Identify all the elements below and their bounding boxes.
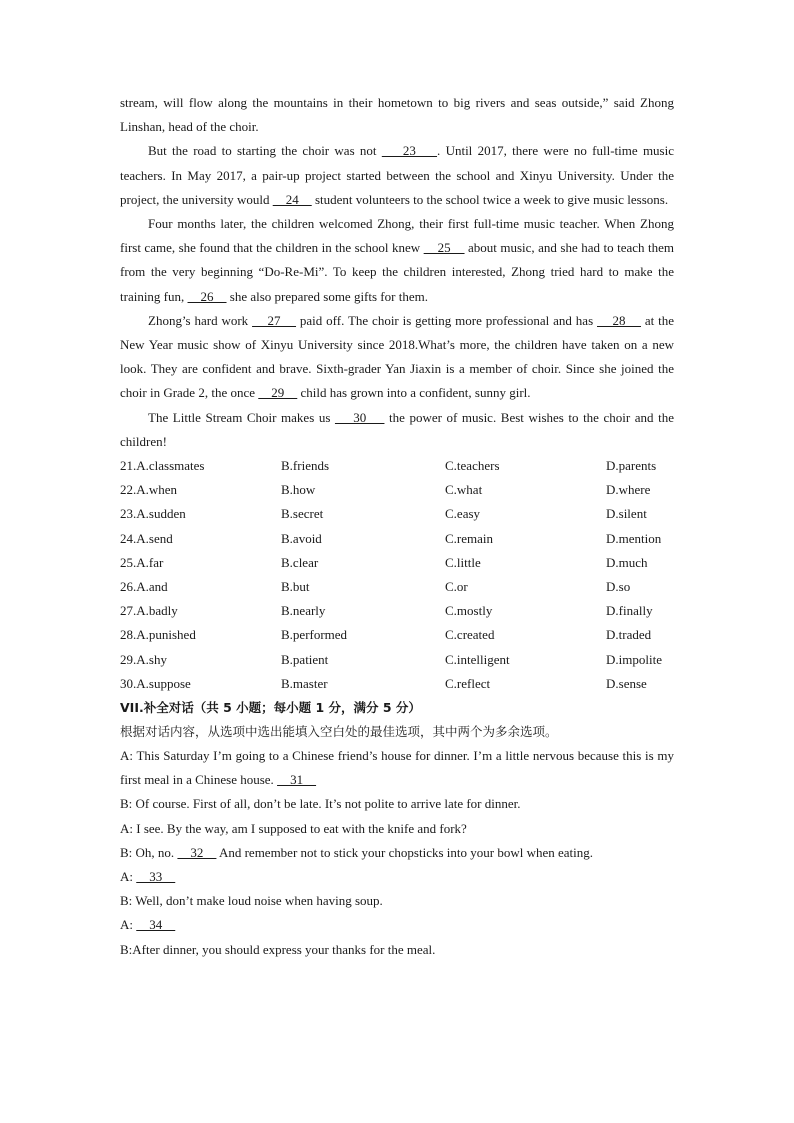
paragraph-5: [120, 406, 674, 454]
option-a: 25.A.far: [120, 554, 164, 570]
options-table: [120, 454, 674, 696]
blank-31: 31: [277, 772, 317, 788]
text-run: Four months later, the children welcomed Zhong, their first full-time music teacher. When Zhong first came, she found that the children in the school knew: [120, 216, 674, 256]
dialogue-line-8: [120, 938, 674, 962]
blank-33: 33: [136, 868, 176, 884]
text-run: Zhong’s hard work: [148, 312, 253, 328]
dialogue-line-1: [120, 744, 674, 792]
option-a: 27.A.badly: [120, 603, 178, 619]
option-c: C.or: [445, 578, 468, 594]
option-row-24: [120, 527, 674, 551]
paragraph-2: [120, 139, 674, 212]
text-run: B: Oh, no.: [120, 844, 178, 860]
option-b: B.but: [281, 578, 310, 594]
text-run: A: I see. By the way, am I supposed to eat with the knife and fork?: [120, 820, 467, 836]
option-d: D.finally: [606, 603, 653, 619]
text-run: A:: [120, 868, 137, 884]
option-row-29: [120, 648, 674, 672]
blank-25: 25: [423, 240, 465, 256]
text-run: A:: [120, 917, 137, 933]
option-c: C.remain: [445, 530, 494, 546]
blank-27: 27: [252, 312, 297, 328]
option-d: D.mention: [606, 530, 662, 546]
option-d: D.impolite: [606, 651, 662, 667]
option-a: 29.A.shy: [120, 651, 167, 667]
option-row-22: [120, 478, 674, 502]
option-b: B.secret: [281, 506, 324, 522]
option-c: C.mostly: [445, 603, 493, 619]
text-run: . Until 2017, there were no full-time music teachers. In May 2017, a pair-up project started between the school and Xinyu University. Under the project, the university would: [120, 143, 674, 207]
text-run: student volunteers to the school twice a week to give music lessons.: [311, 191, 669, 207]
option-row-30: [120, 672, 674, 696]
text-run: B: Of course. First of all, don’t be late. It’s not polite to arrive late for dinner.: [120, 796, 521, 812]
option-d: D.traded: [606, 627, 652, 643]
option-d: D.where: [606, 482, 651, 498]
option-b: B.friends: [281, 458, 330, 474]
text-run: A: This Saturday I’m going to a Chinese friend’s house for dinner. I’m a little nervous because this is my first meal in a Chinese house.: [120, 747, 674, 788]
option-a: 30.A.suppose: [120, 675, 191, 691]
text-run: The Little Stream Choir makes us: [148, 409, 335, 425]
option-d: D.sense: [606, 675, 647, 691]
text-run: B: Well, don’t make loud noise when having soup.: [120, 893, 383, 909]
option-a: 23.A.sudden: [120, 506, 186, 522]
dialogue-line-7: [120, 913, 674, 937]
option-row-27: [120, 599, 674, 623]
option-d: D.parents: [606, 458, 657, 474]
dialogue-line-2: [120, 792, 674, 816]
dialogue-line-6: [120, 889, 674, 913]
option-b: B.patient: [281, 651, 329, 667]
option-row-26: [120, 575, 674, 599]
option-b: B.performed: [281, 627, 348, 643]
option-row-28: [120, 623, 674, 647]
text-run: at the New Year music show of Xinyu University since 2018.What’s more, the children have taken on a new look. They are confident and brave. Sixth-grader Yan Jiaxin is a member of choir. Since she joined the choir in Grade 2, the once: [120, 312, 674, 401]
option-d: D.so: [606, 578, 631, 594]
option-b: B.nearly: [281, 603, 326, 619]
option-row-21: [120, 454, 674, 478]
option-a: 22.A.when: [120, 482, 178, 498]
option-b: B.clear: [281, 554, 319, 570]
option-a: 24.A.send: [120, 530, 173, 546]
option-c: C.teachers: [445, 458, 500, 474]
option-c: C.what: [445, 482, 483, 498]
text-run: she also prepared some gifts for them.: [226, 288, 428, 304]
option-b: B.avoid: [281, 530, 322, 546]
option-a: 28.A.punished: [120, 627, 196, 643]
text-run: B:After dinner, you should express your thanks for the meal.: [120, 941, 436, 957]
blank-24: 24: [272, 191, 312, 207]
option-c: C.reflect: [445, 675, 491, 691]
text-run: the power of music. Best wishes to the choir and the children!: [120, 409, 674, 449]
text-run: And remember not to stick your chopsticks into your bowl when eating.: [216, 844, 593, 860]
option-d: D.much: [606, 554, 648, 570]
option-row-25: [120, 551, 674, 575]
option-a: 21.A.classmates: [120, 458, 205, 474]
option-b: B.master: [281, 675, 328, 691]
dialogue-line-4: [120, 841, 674, 865]
blank-32: 32: [177, 844, 217, 860]
dialogue-line-5: [120, 865, 674, 889]
text-run: paid off. The choir is getting more professional and has: [296, 312, 597, 328]
blank-34: 34: [136, 917, 176, 933]
dialogue-line-3: [120, 817, 674, 841]
text-run: child has grown into a confident, sunny girl.: [297, 385, 531, 401]
blank-29: 29: [258, 385, 298, 401]
blank-30: 30: [334, 409, 385, 425]
paragraph-1: stream, will flow along the mountains in their hometown to big rivers and seas outside,” said Zhong Linshan, head of the choir.: [120, 95, 674, 135]
document-content: [120, 91, 674, 962]
option-row-23: [120, 502, 674, 526]
blank-26: 26: [187, 288, 227, 304]
option-b: B.how: [281, 482, 316, 498]
paragraph-4: [120, 309, 674, 406]
option-a: 26.A.and: [120, 578, 168, 594]
text-run: But the road to starting the choir was not: [148, 143, 382, 159]
blank-23: 23: [381, 143, 438, 159]
section-heading: VII.补全对话（共 5 小题；每小题 1 分，满分 5 分）: [120, 699, 421, 715]
option-c: C.intelligent: [445, 651, 510, 667]
option-c: C.little: [445, 554, 481, 570]
option-d: D.silent: [606, 506, 647, 522]
section-instruction: 根据对话内容，从选项中选出能填入空白处的最佳选项，其中两个为多余选项。: [120, 723, 558, 739]
text-run: about music, and she had to teach them from the very beginning “Do-Re-Mi”. To keep the children interested, Zhong tried hard to make the training fun,: [120, 240, 674, 304]
paragraph-3: [120, 212, 674, 309]
option-c: C.easy: [445, 506, 481, 522]
option-c: C.created: [445, 627, 495, 643]
blank-28: 28: [597, 312, 641, 328]
